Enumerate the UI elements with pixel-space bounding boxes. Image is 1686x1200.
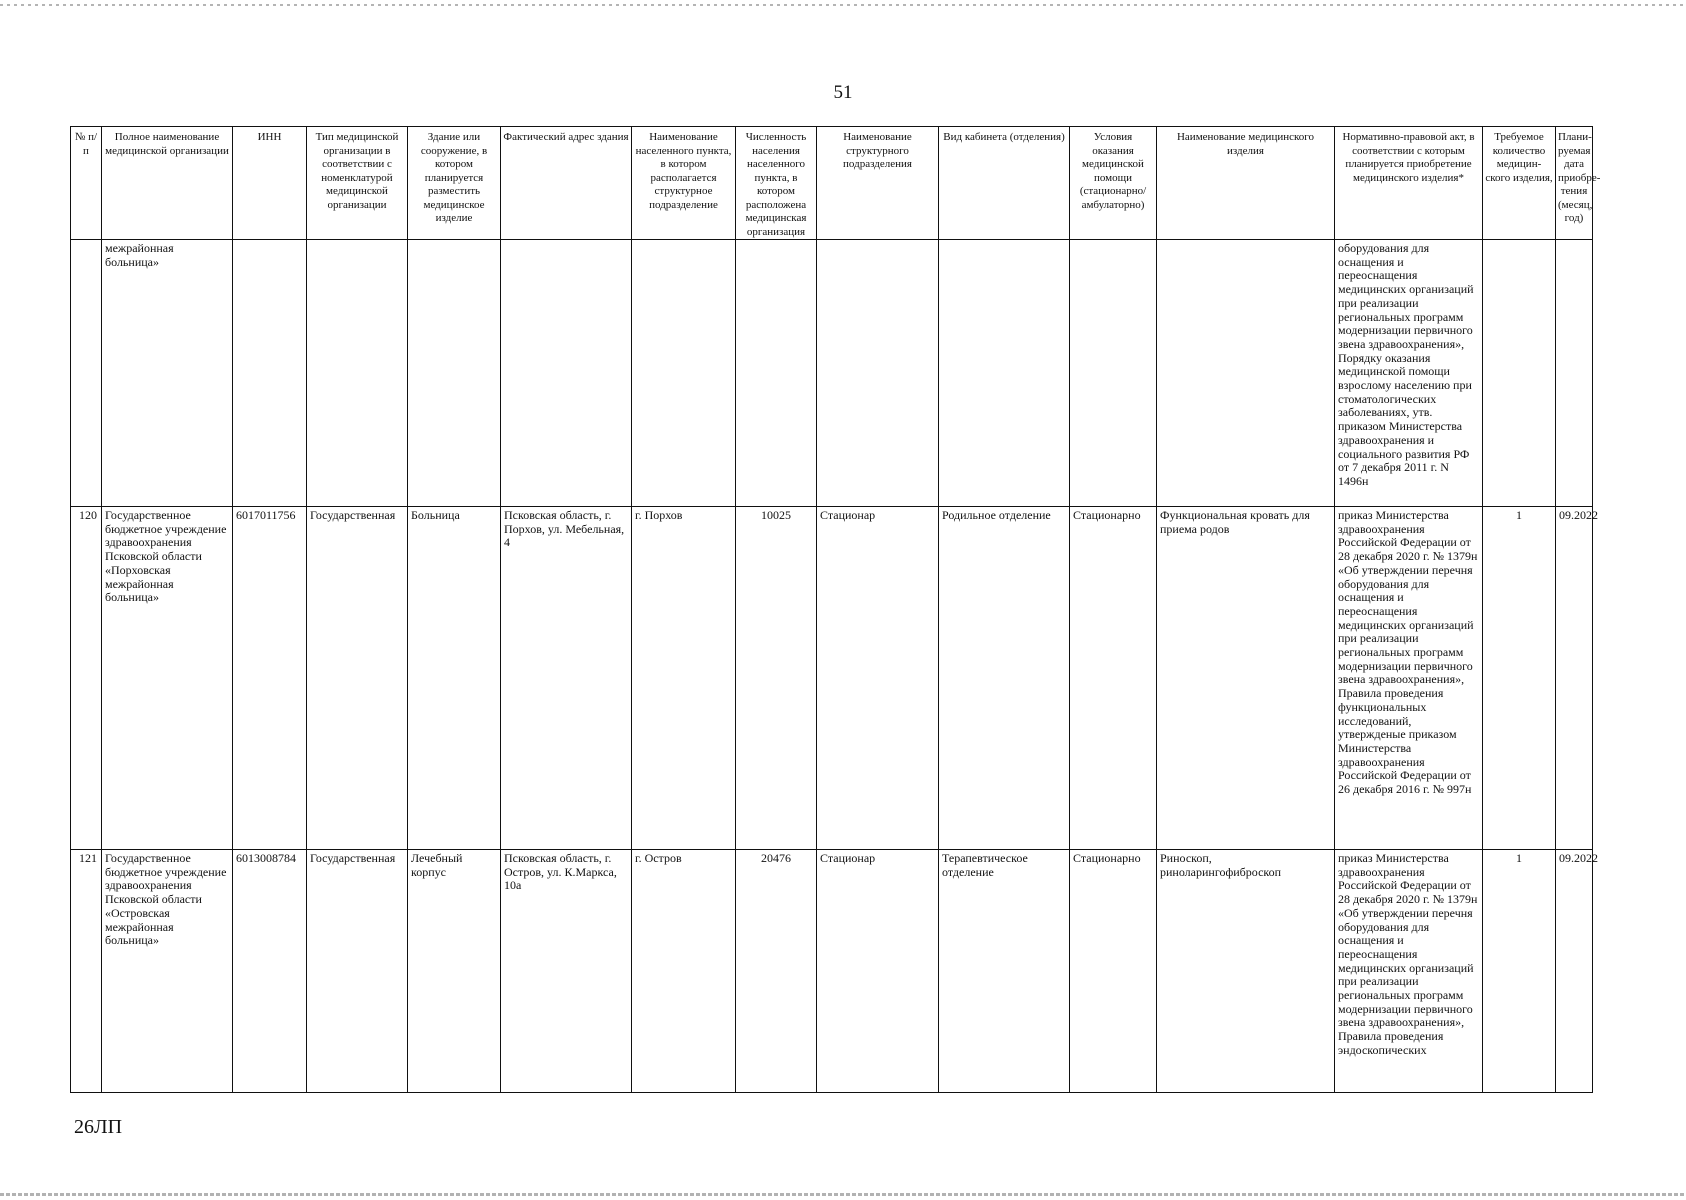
header-cell: Численность населения населенного пункта, в котором расположена медицинская организация [736,127,817,240]
cell-population: 10025 [736,507,817,850]
header-cell: Плани-руемая дата приобре-тения (месяц, год) [1556,127,1593,240]
cell-building: Лечебный корпус [408,850,501,1093]
table-header-row [71,127,1593,240]
cell-num: 121 [71,850,102,1093]
header-cell: Полное наименование медицинской организации [102,127,233,240]
cell-address: Псковская область, г. Порхов, ул. Мебельная, 4 [501,507,632,850]
equipment-table [70,126,1601,1093]
cell-inn: 6017011756 [233,507,307,850]
cell-conditions: Стационарно [1070,850,1157,1093]
cell-date: 09.2022 [1556,850,1593,1093]
cell-device [1157,240,1335,507]
header-cell: Вид кабинета (отделения) [939,127,1070,240]
cell-cabinet: Терапевтическое отделение [939,850,1070,1093]
cell-conditions [1070,240,1157,507]
cell-date: 09.2022 [1556,507,1593,850]
header-cell: Требуемое количество медицин-ского изделия, [1483,127,1556,240]
cell-locality: г. Порхов [632,507,736,850]
table-row [71,507,1593,850]
header-cell: ИНН [233,127,307,240]
header-cell: Наименование населенного пункта, в котором располагается структурное подразделение [632,127,736,240]
cell-conditions: Стационарно [1070,507,1157,850]
footer-code: 26ЛП [74,1116,123,1138]
cell-qty: 1 [1483,507,1556,850]
cell-num: 120 [71,507,102,850]
cell-address [501,240,632,507]
cell-address: Псковская область, г. Остров, ул. К.Маркса, 10а [501,850,632,1093]
header-cell: № п/п [71,127,102,240]
cell-building [408,240,501,507]
header-cell: Условия оказания медицинской помощи (стационарно/ амбулаторно) [1070,127,1157,240]
cell-inn: 6013008784 [233,850,307,1093]
scan-edge-bottom [0,1193,1686,1196]
cell-act: оборудования для оснащения и переоснащения медицинских организаций при реализации региональных программ модернизации первичного звена здравоохранения», Порядку оказания медицинской помощи взрослому населению при стоматологических заболеваниях, утв. приказом Министерства здравоохранения и социального развития РФ от 7 декабря 2011 г. N 1496н [1335,240,1483,507]
cell-org: межрайонная больница» [102,240,233,507]
header-cell: Фактический адрес здания [501,127,632,240]
cell-type [307,240,408,507]
cell-act: приказ Министерства здравоохранения Российской Федерации от 28 декабря 2020 г. № 1379н «Об утверждении перечня оборудования для оснащения и переоснащения медицинских организаций при реализации региональных программ модернизации первичного звена здравоохранения», Правила проведения функциональных исследований, утвержденые приказом Министерства здравоохранения Российской Федерации от 26 декабря 2016 г. № 997н [1335,507,1483,850]
cell-act: приказ Министерства здравоохранения Российской Федерации от 28 декабря 2020 г. № 1379н «Об утверждении перечня оборудования для оснащения и переоснащения медицинских организаций при реализации региональных программ модернизации первичного звена здравоохранения», Правила проведения эндоскопических [1335,850,1483,1093]
cell-type: Государственная [307,507,408,850]
cell-qty: 1 [1483,850,1556,1093]
cell-device: Функциональная кровать для приема родов [1157,507,1335,850]
cell-type: Государственная [307,850,408,1093]
cell-date [1556,240,1593,507]
header-cell: Тип медицинской организации в соответствии с номенклатурой медицинской организации [307,127,408,240]
document-table-wrapper [70,126,1601,1093]
header-cell: Нормативно-правовой акт, в соответствии с которым планируется приобретение медицинского изделия* [1335,127,1483,240]
cell-unit: Стационар [817,850,939,1093]
table-row [71,240,1593,507]
cell-qty [1483,240,1556,507]
header-cell: Здание или сооружение, в котором планируется разместить медицинское изделие [408,127,501,240]
cell-population [736,240,817,507]
cell-locality [632,240,736,507]
cell-org: Государственное бюджетное учреждение здравоохранения Псковской области «Порховская межрайонная больница» [102,507,233,850]
page-number: 51 [833,82,853,103]
cell-inn [233,240,307,507]
cell-cabinet [939,240,1070,507]
table-row [71,850,1593,1093]
header-cell: Наименование медицинского изделия [1157,127,1335,240]
cell-building: Больница [408,507,501,850]
cell-cabinet: Родильное отделение [939,507,1070,850]
cell-unit: Стационар [817,507,939,850]
scan-edge-top [0,4,1686,6]
cell-unit [817,240,939,507]
cell-device: Риноскоп, риноларингофиброскоп [1157,850,1335,1093]
cell-num [71,240,102,507]
header-cell: Наименование структурного подразделения [817,127,939,240]
cell-org: Государственное бюджетное учреждение здравоохранения Псковской области «Островская межрайонная больница» [102,850,233,1093]
cell-population: 20476 [736,850,817,1093]
cell-locality: г. Остров [632,850,736,1093]
